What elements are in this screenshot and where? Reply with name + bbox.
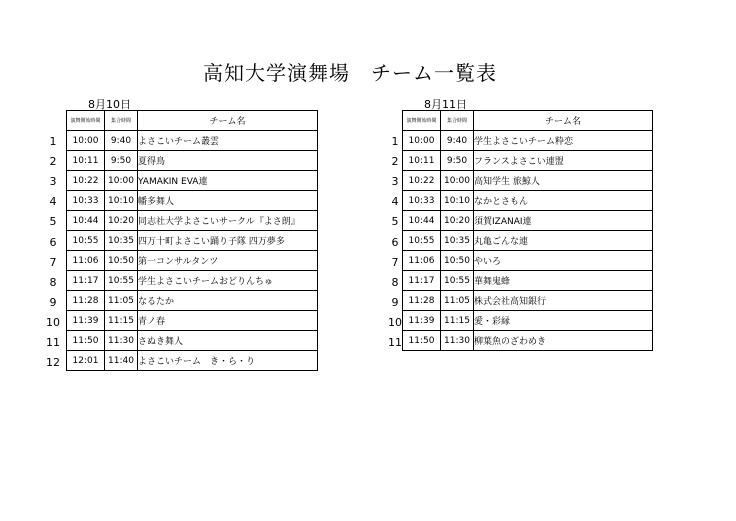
gather-time-cell: 9:50 [441,151,474,171]
table-row [403,131,653,151]
row-number: 10 [46,315,60,329]
perform-time-cell: 10:44 [403,211,441,231]
team-name-cell: 丸亀ごんな連 [474,231,653,251]
table-row [403,151,653,171]
team-name-cell: 株式会社高知銀行 [474,291,653,311]
perform-time-cell: 10:33 [403,191,441,211]
row-number: 1 [391,135,399,148]
row-number: 11 [46,336,60,349]
gather-time-cell: 9:40 [105,131,138,151]
perform-time-cell: 11:06 [403,251,441,271]
gather-time-cell: 10:50 [105,251,138,271]
row-number: 5 [49,215,57,229]
perform-time-cell: 10:11 [403,151,441,171]
gather-time-cell: 11:40 [105,351,138,371]
table-header-row [67,111,318,131]
row-number: 8 [49,275,57,289]
team-name-cell: フランスよさこい連盟 [474,151,653,171]
col-team-header: チーム名 [474,111,653,131]
row-number: 9 [49,295,57,309]
table-row [403,211,653,231]
gather-time-cell: 10:55 [105,271,138,291]
row-number: 4 [391,195,399,209]
gather-time-cell: 11:30 [441,331,474,351]
gather-time-cell: 10:20 [441,211,474,231]
gather-time-cell: 11:15 [105,311,138,331]
perform-time-cell: 12:01 [67,351,105,371]
table-row [67,231,318,251]
gather-time-cell: 11:05 [441,291,474,311]
team-name-cell: やいろ [474,251,653,271]
row-number: 6 [49,235,57,249]
row-number: 11 [388,336,402,349]
row-number: 9 [391,295,399,309]
row-number: 7 [391,255,399,269]
gather-time-cell: 11:30 [105,331,138,351]
table-row [403,231,653,251]
row-number: 5 [391,215,399,229]
team-name-cell: よさこいチーム叢雲 [138,131,318,151]
table-row [67,151,318,171]
col-team-header: チーム名 [138,111,318,131]
team-name-cell: なかとさもん [474,191,653,211]
row-number: 6 [391,235,399,249]
table-row [67,191,318,211]
perform-time-cell: 10:22 [403,171,441,191]
table-row [67,171,318,191]
team-name-cell: なるたか [138,291,318,311]
perform-time-cell: 10:11 [67,151,105,171]
team-name-cell: さぬき舞人 [138,331,318,351]
row-number: 7 [49,255,57,269]
row-number: 1 [49,135,57,148]
gather-time-cell: 11:15 [441,311,474,331]
gather-time-cell: 10:00 [441,171,474,191]
row-number: 10 [388,315,402,329]
perform-time-cell: 11:39 [403,311,441,331]
team-name-cell: 夏得鳥 [138,151,318,171]
perform-time-cell: 10:44 [67,211,105,231]
table-row [403,291,653,311]
gather-time-cell: 10:50 [441,251,474,271]
gather-time-cell: 10:20 [105,211,138,231]
perform-time-cell: 10:33 [67,191,105,211]
table-row [403,271,653,291]
perform-time-cell: 11:39 [67,311,105,331]
perform-time-cell: 11:50 [67,331,105,351]
row-number: 4 [49,195,57,209]
perform-time-cell: 11:28 [67,291,105,311]
team-name-cell: 同志社大学よさこいサークル『よさ朗』 [138,211,318,231]
gather-time-cell: 9:50 [105,151,138,171]
team-name-cell: 学生よさこいチーム粋恋 [474,131,653,151]
team-name-cell: 第一コンサルタンツ [138,251,318,271]
perform-time-cell: 11:17 [67,271,105,291]
table-row [67,211,318,231]
day2-date: 8月11日 [424,98,467,111]
row-number: 8 [391,275,399,289]
team-name-cell: YAMAKIN EVA連 [138,171,318,191]
day1-date: 8月10日 [88,98,131,111]
perform-time-cell: 11:50 [403,331,441,351]
col-gather-time-header: 集合時間 [105,111,138,131]
table-row [67,331,318,351]
page-title: 高知大学演舞場 チーム一覧表 [203,61,497,85]
table-row [403,311,653,331]
team-name-cell: よさこいチーム き・ら・り [138,351,318,371]
perform-time-cell: 10:00 [67,131,105,151]
table-row [403,171,653,191]
team-name-cell: 学生よさこいチームおどりんちゅ [138,271,318,291]
gather-time-cell: 10:35 [105,231,138,251]
table-row [67,311,318,331]
table-row [67,291,318,311]
row-number: 2 [49,155,57,169]
gather-time-cell: 10:10 [441,191,474,211]
col-perform-time-header: 演舞開始時間 [403,111,441,131]
team-name-cell: 幡多舞人 [138,191,318,211]
perform-time-cell: 10:22 [67,171,105,191]
row-number: 3 [49,175,57,189]
gather-time-cell: 9:40 [441,131,474,151]
table-row [67,351,318,371]
perform-time-cell: 11:28 [403,291,441,311]
gather-time-cell: 10:35 [441,231,474,251]
perform-time-cell: 10:55 [67,231,105,251]
gather-time-cell: 10:55 [441,271,474,291]
row-number: 2 [391,155,399,169]
row-number: 3 [391,175,399,189]
gather-time-cell: 10:10 [105,191,138,211]
table-header-row [403,111,653,131]
row-number: 12 [46,356,60,370]
team-name-cell: 須賀IZANAI連 [474,211,653,231]
perform-time-cell: 10:55 [403,231,441,251]
team-name-cell: 四万十町よさこい踊り子隊 四万夢多 [138,231,318,251]
gather-time-cell: 10:00 [105,171,138,191]
table-row [403,331,653,351]
table-row [67,251,318,271]
day1-schedule-table [66,110,318,371]
table-row [403,191,653,211]
table-row [67,271,318,291]
col-gather-time-header: 集合時間 [441,111,474,131]
team-name-cell: 華舞鬼蜂 [474,271,653,291]
table-row [403,251,653,271]
team-name-cell: 柳葉魚のざわめき [474,331,653,351]
perform-time-cell: 11:06 [67,251,105,271]
perform-time-cell: 11:17 [403,271,441,291]
day2-schedule-table [402,110,653,351]
team-name-cell: 愛・彩縁 [474,311,653,331]
team-name-cell: 高知学生 旅鯨人 [474,171,653,191]
gather-time-cell: 11:05 [105,291,138,311]
table-row [67,131,318,151]
perform-time-cell: 10:00 [403,131,441,151]
col-perform-time-header: 演舞開始時間 [67,111,105,131]
team-name-cell: 青ノ春 [138,311,318,331]
